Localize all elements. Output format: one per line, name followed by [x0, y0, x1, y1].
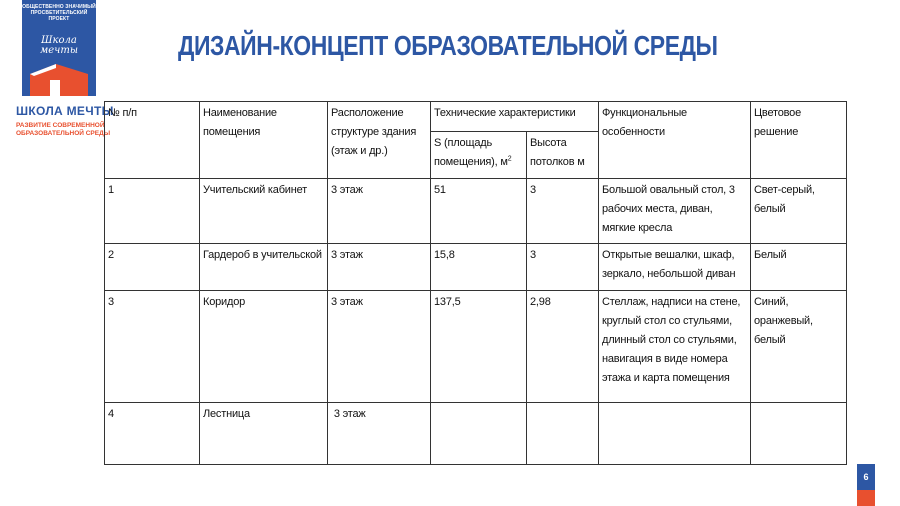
cell-name: Гардероб в учительской	[200, 244, 328, 291]
logo	[22, 0, 96, 96]
table-row	[105, 403, 847, 465]
cell-location: 3 этаж	[328, 291, 431, 403]
header-color: Цветовое решение	[751, 102, 847, 179]
cell-height: 3	[527, 179, 599, 244]
cell-features	[599, 403, 751, 465]
page-title: ДИЗАЙН-КОНЦЕПТ ОБРАЗОВАТЕЛЬНОЙ СРЕДЫ	[178, 30, 718, 61]
cell-features: Открытые вешалки, шкаф, зеркало, небольшой диван	[599, 244, 751, 291]
room-table	[104, 101, 847, 465]
cell-num: 2	[105, 244, 200, 291]
cell-height: 3	[527, 244, 599, 291]
cell-area: 51	[431, 179, 527, 244]
cell-height: 2,98	[527, 291, 599, 403]
table-row	[105, 179, 847, 244]
cell-color: Свет-серый, белый	[751, 179, 847, 244]
cell-name: Лестница	[200, 403, 328, 465]
house-icon	[26, 60, 92, 96]
brand-name: ШКОЛА МЕЧТЫ	[16, 104, 114, 118]
cell-features: Стеллаж, надписи на стене, круглый стол со стульями, длинный стол со стульями, навигация в виде номера этажа и карта помещения	[599, 291, 751, 403]
header-location: Расположение структуре здания (этаж и др.)	[328, 102, 431, 179]
cell-num: 4	[105, 403, 200, 465]
cell-num: 1	[105, 179, 200, 244]
cell-name: Учительский кабинет	[200, 179, 328, 244]
cell-location: 3 этаж	[328, 244, 431, 291]
cell-height	[527, 403, 599, 465]
table-row	[105, 244, 847, 291]
header-num: № п/п	[105, 102, 200, 179]
cell-area	[431, 403, 527, 465]
cell-features: Большой овальный стол, 3 рабочих места, диван, мягкие кресла	[599, 179, 751, 244]
header-area: S (площадь помещения), $м^2$	[431, 132, 527, 179]
cell-color: Белый	[751, 244, 847, 291]
table-row	[105, 291, 847, 403]
cell-location: 3 этаж	[328, 179, 431, 244]
cell-area: 137,5	[431, 291, 527, 403]
header-height: Высота потолков м	[527, 132, 599, 179]
brand-tagline: РАЗВИТИЕ СОВРЕМЕННОЙ ОБРАЗОВАТЕЛЬНОЙ СРЕДЫ	[16, 122, 111, 137]
logo-top-text: ОБЩЕСТВЕННО ЗНАЧИМЫЙ ПРОСВЕТИТЕЛЬСКИЙ ПРОЕКТ	[22, 4, 96, 22]
logo-script-text: Школа мечты	[39, 35, 79, 56]
header-name: Наименование помещения	[200, 102, 328, 179]
cell-name: Коридор	[200, 291, 328, 403]
cell-color: Синий, оранжевый, белый	[751, 291, 847, 403]
page-number: 6	[857, 464, 875, 490]
cell-area: 15,8	[431, 244, 527, 291]
header-features: Функциональные особенности	[599, 102, 751, 179]
header-tech: Технические характеристики	[431, 102, 599, 132]
page-number-accent	[857, 490, 875, 506]
cell-color	[751, 403, 847, 465]
cell-location: 3 этаж	[328, 403, 431, 465]
cell-num: 3	[105, 291, 200, 403]
